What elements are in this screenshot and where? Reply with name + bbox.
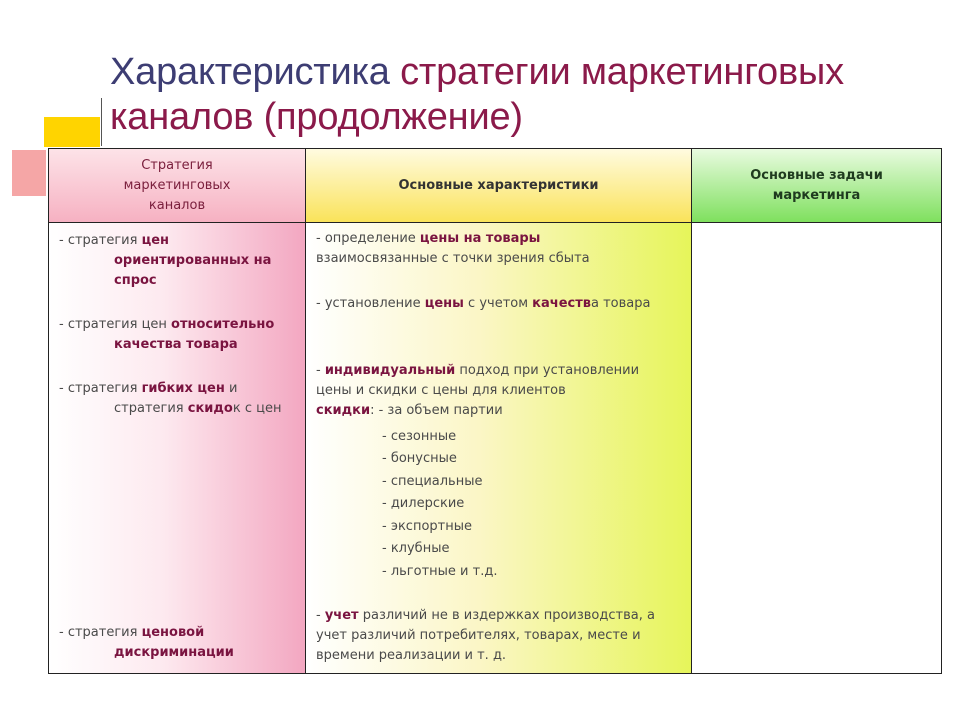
char-individual-approach: - индивидуальный подход при установлении цены и скидки с цены для клиентов скидки: - за объем партии	[316, 363, 640, 418]
header-characteristics: Основные характеристики	[306, 149, 691, 223]
strategy-quality-prices: - стратегия цен относительно качества товара	[59, 317, 275, 352]
title-part-2: стратегии маркетинговых	[400, 51, 844, 93]
discount-item: - льготные и т.д.	[382, 564, 498, 579]
header-strategy-line-2: маркетинговых	[123, 177, 231, 193]
decor-pink-block	[12, 150, 46, 196]
header-tasks-line-2: маркетинга	[772, 187, 861, 203]
strategy-price-discrimination: - стратегия ценовой дискриминации	[59, 625, 234, 660]
strategy-table	[48, 148, 942, 674]
discount-item: - сезонные	[382, 429, 457, 444]
header-marketing-tasks	[692, 149, 941, 223]
title-part-1: Характеристика	[110, 51, 401, 93]
header-strategy	[49, 149, 305, 223]
header-strategy-line-3: каналов	[148, 197, 206, 213]
discount-item: - клубные	[382, 541, 450, 556]
strategy-flexible-prices: - стратегия гибких цен и стратегия скидок с цен	[59, 381, 282, 416]
decor-vertical-line	[101, 98, 102, 146]
char-price-determination: - определение цены на товары взаимосвязанные с точки зрения сбыта	[316, 231, 590, 266]
decor-yellow-block	[44, 117, 100, 147]
column-marketing-tasks	[692, 149, 941, 673]
column-strategy	[49, 149, 306, 673]
strategy-demand-prices: - стратегия цен ориентированных на спрос	[59, 233, 272, 288]
char-differences-accounting: - учет различий не в издержках производства, а учет различий потребителях, товарах, месте и времени реализации и т. д.	[316, 608, 655, 663]
header-strategy-line-1: Стратегия	[141, 157, 213, 173]
title-part-3: каналов (продолжение)	[110, 96, 523, 138]
discount-item: - дилерские	[382, 496, 465, 511]
discount-item: - экспортные	[382, 519, 472, 534]
discount-item: - бонусные	[382, 451, 457, 466]
column-characteristics	[306, 149, 692, 673]
discount-item: - специальные	[382, 474, 483, 489]
slide-title	[110, 50, 940, 140]
char-quality-pricing: - установление цены с учетом качества товара	[316, 296, 651, 311]
header-tasks-line-1: Основные задачи	[750, 167, 883, 183]
